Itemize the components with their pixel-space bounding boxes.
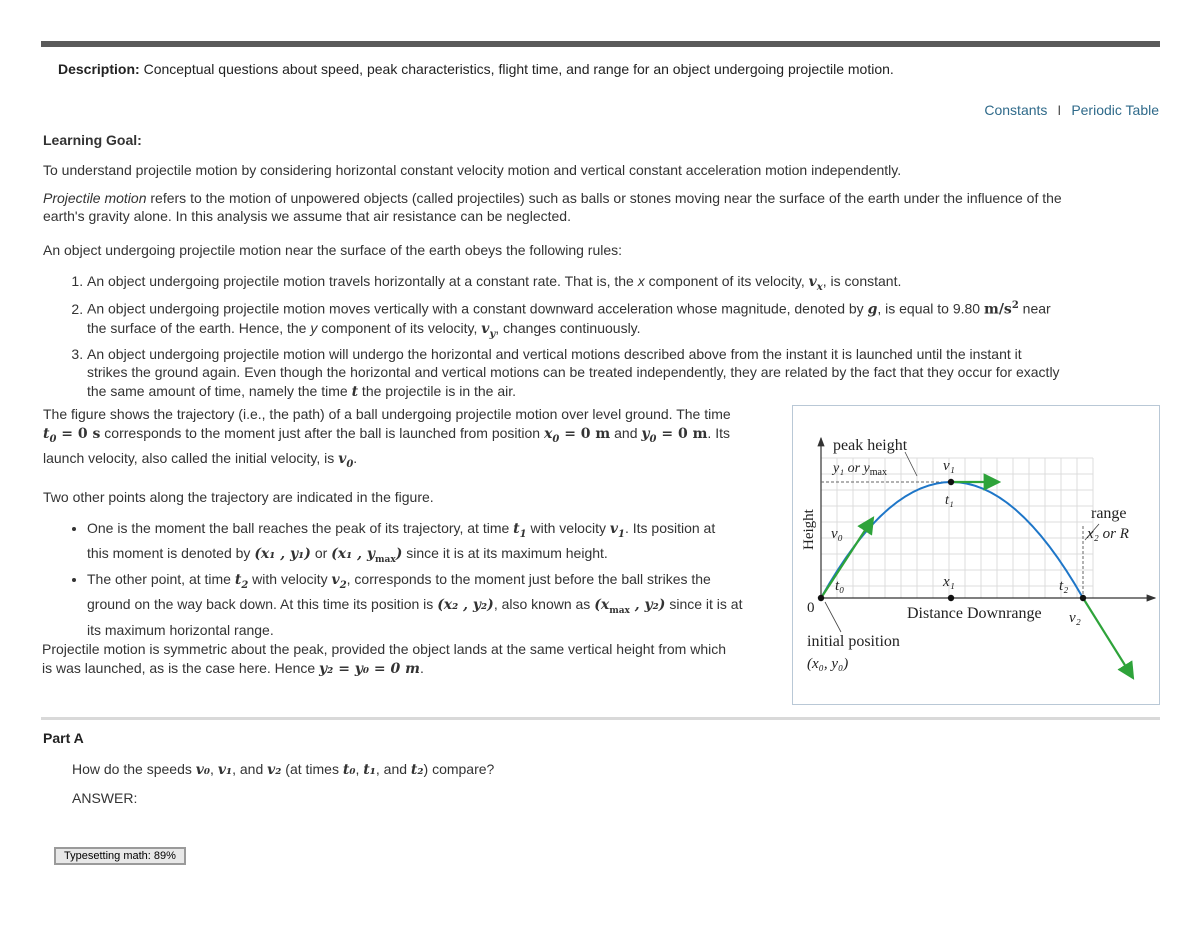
fp1-a: The figure shows the trajectory (i.e., the path) of a ball undergoing projectile motion over level ground. The time — [43, 406, 731, 422]
label-origin: 0 — [807, 600, 815, 616]
b1-v1-sub: 1 — [618, 528, 625, 540]
b1-b: with velocity — [526, 519, 610, 536]
rule-2-text-f: , changes continuously. — [495, 320, 641, 337]
label-x1: x₁ — [943, 574, 955, 590]
rule-2-text-e: component of its velocity, — [317, 320, 482, 337]
fp1-eq0s: = 0 s — [56, 425, 101, 442]
typesetting-status: Typesetting math: 89% — [54, 847, 186, 865]
rule-2-vy: v — [481, 321, 490, 338]
label-range: range — [1091, 505, 1127, 522]
point-landing — [87, 570, 778, 639]
rule-2-g: g — [867, 301, 878, 318]
rule-3-text-b: strikes the ground again. Even though the horizontal and vertical motions can be treated independently, they are related by the fact that they occur for exactly — [87, 364, 1060, 381]
rule-2-text-b: , is equal to 9.80 — [877, 300, 984, 317]
b2-c: , corresponds to the moment just before the ball strikes the — [346, 571, 711, 588]
label-distance-downrange: Distance Downrange — [907, 605, 1042, 622]
rule-1-text-a: An object undergoing projectile motion travels horizontally at a constant rate. That is, the — [87, 273, 638, 289]
rule-3-t: t — [351, 383, 359, 400]
fp1-and: and — [610, 424, 642, 441]
rule-1-text-c: , is constant. — [822, 273, 902, 289]
description — [58, 61, 894, 77]
b2-pos2-end: , y₂) — [629, 597, 666, 614]
description-label: Description: — [58, 61, 140, 77]
b2-e: , also known as — [493, 596, 595, 613]
p3-eq: y₂ = y₀ = 0 m — [319, 660, 420, 677]
constants-link[interactable]: Constants — [984, 102, 1048, 118]
figure-paragraph-2: Two other points along the trajectory are indicated in the figure. — [43, 489, 434, 506]
p3-a: Projectile motion is symmetric about the peak, provided the object lands at the same vertical height from which — [42, 641, 726, 658]
figure-explanation — [43, 405, 778, 678]
rule-2-y: y — [310, 320, 318, 337]
label-v0: v₀ — [831, 526, 843, 542]
label-max-sub: max — [869, 467, 887, 478]
point-peak — [87, 519, 778, 570]
peak-pointer — [905, 452, 917, 476]
periodic-table-link[interactable]: Periodic Table — [1071, 102, 1159, 118]
fp1-y0-sub: 0 — [649, 433, 657, 445]
label-y1-ymax — [831, 461, 887, 478]
b2-pos: (x₂ , y₂) — [437, 597, 494, 614]
fp1-x0-sub: 0 — [552, 433, 560, 445]
b1-pos2: (x₁ , y — [331, 545, 376, 562]
b2-t2-sub: 2 — [241, 579, 249, 591]
point-start — [818, 595, 824, 601]
p3-c: . — [419, 659, 424, 676]
b2-t2: t — [234, 572, 242, 589]
point-peak-dot — [948, 479, 954, 485]
trajectory-diagram — [793, 406, 1159, 704]
initial-pointer — [825, 602, 841, 632]
fp1-t0-sub: 0 — [49, 433, 57, 445]
q-v1: v₁ — [217, 762, 233, 778]
symmetry-paragraph — [42, 640, 778, 678]
b2-f: since it is at — [665, 596, 743, 613]
fp1-v0: v — [338, 450, 347, 467]
rule-1 — [87, 272, 1167, 297]
rule-1-vx: v — [808, 274, 817, 290]
learning-goal-title: Learning Goal: — [43, 132, 142, 148]
label-t1: t₁ — [945, 493, 954, 508]
fp1-d: launch velocity, also called the initial velocity, is — [43, 449, 339, 466]
rule-2-text-a: An object undergoing projectile motion moves vertically with a constant downward acceleration whose magnitude, denoted by — [87, 300, 868, 317]
learning-goal-text: To understand projectile motion by considering horizontal constant velocity motion and vertical constant acceleration motion independently. — [43, 162, 902, 178]
rule-2-unit: m/s — [984, 301, 1012, 318]
rule-1-x: x — [637, 273, 645, 289]
b2-v2: v — [331, 572, 340, 589]
rule-2-vy-sub: y — [489, 329, 496, 341]
q-t1: t₁ — [363, 762, 376, 778]
q-a: How do the speeds — [72, 761, 196, 777]
fp1-e: . — [353, 449, 358, 466]
rule-1-text-b: component of its velocity, — [644, 273, 809, 289]
projectile-definition — [43, 189, 1123, 225]
top-rule — [41, 41, 1160, 47]
rule-1-vx-sub: x — [816, 281, 823, 293]
b2-pos2: (x — [594, 597, 610, 614]
q-b: (at times — [281, 761, 343, 777]
b2-b: with velocity — [248, 571, 332, 588]
b1-v1: v — [609, 520, 618, 537]
rule-2-text-d: the surface of the earth. Hence, the — [87, 320, 311, 337]
v2-arrow — [1083, 598, 1133, 678]
b1-pos2-end: ) — [395, 545, 403, 562]
b1-max: max — [375, 554, 396, 565]
q-v2: v₂ — [267, 762, 282, 778]
fp1-y0: y — [641, 425, 650, 442]
rule-3 — [87, 345, 1167, 402]
label-initial-position: initial position — [807, 633, 900, 650]
rules-list — [47, 272, 1167, 401]
q-comma1: , — [210, 761, 218, 777]
q-and2: , and — [375, 761, 411, 777]
b1-or: or — [310, 544, 332, 561]
label-v2: v₂ — [1069, 610, 1081, 626]
fp1-c: . Its — [707, 424, 730, 441]
label-v1: v₁ — [943, 458, 955, 474]
part-a-title: Part A — [43, 730, 84, 746]
b2-v2-sub: 2 — [339, 579, 347, 591]
label-peak-height: peak height — [833, 437, 908, 454]
rule-2-unit-exp: 2 — [1011, 300, 1019, 312]
q-c: ) compare? — [423, 761, 495, 777]
definition-term: Projectile motion — [43, 190, 147, 206]
q-t0: t₀ — [342, 762, 356, 778]
trajectory-figure — [792, 405, 1160, 705]
resource-links — [984, 102, 1159, 118]
label-t0: t₀ — [835, 578, 845, 594]
trajectory-points-list — [43, 519, 778, 640]
b1-a: One is the moment the ball reaches the peak of its trajectory, at time — [87, 519, 514, 536]
b2-a: The other point, at time — [87, 571, 235, 588]
label-x2-or-r: x₂ or R — [1087, 526, 1129, 542]
section-divider — [41, 717, 1160, 720]
p3-b: is was launched, as is the case here. Hence — [42, 659, 320, 676]
q-v0: v₀ — [195, 762, 211, 778]
b1-e: since it is at its maximum height. — [402, 544, 608, 561]
part-a-question — [72, 761, 494, 778]
q-comma2: , — [355, 761, 364, 777]
definition-text-2: earth's gravity alone. In this analysis we assume that air resistance can be neglected. — [43, 208, 571, 224]
fp1-v0-sub: 0 — [346, 458, 354, 470]
label-x0-y0: (x₀, y₀) — [807, 656, 849, 672]
rule-3-text-c: the same amount of time, namely the time — [87, 382, 352, 399]
figure-paragraph-1 — [43, 405, 778, 474]
point-end — [1080, 595, 1086, 601]
rule-3-text-a: An object undergoing projectile motion will undergo the horizontal and vertical motions described above from the instant it is launched until the instant it — [87, 345, 1022, 362]
fp1-eq0m: = 0 m — [559, 425, 611, 442]
fp1-x0: x — [544, 425, 553, 442]
b2-max: max — [609, 606, 630, 617]
definition-text-1: refers to the motion of unpowered objects (called projectiles) such as balls or stones moving near the surface of the earth under the influence of the — [146, 190, 1062, 206]
q-and: , and — [232, 761, 268, 777]
fp1-t0: t — [43, 425, 50, 442]
label-t2: t₂ — [1059, 578, 1069, 594]
link-separator: I — [1057, 102, 1062, 118]
b1-t1-sub: 1 — [519, 528, 527, 540]
q-t2: t₂ — [410, 762, 424, 778]
rules-intro: An object undergoing projectile motion near the surface of the earth obeys the following rules: — [43, 242, 623, 258]
fp1-b: corresponds to the moment just after the ball is launched from position — [100, 424, 544, 441]
answer-label: ANSWER: — [72, 790, 138, 806]
grid — [821, 458, 1093, 598]
label-y1-text: y₁ or y — [833, 461, 870, 476]
rule-2-text-c: near — [1018, 300, 1051, 317]
rule-3-text-d: the projectile is in the air. — [358, 382, 517, 399]
b1-d: this moment is denoted by — [87, 544, 255, 561]
b2-g: its maximum horizontal range. — [87, 621, 274, 638]
b2-d: ground on the way back down. At this time its position is — [87, 596, 438, 613]
label-height: Height — [801, 509, 817, 550]
b1-c: . Its position at — [624, 519, 716, 536]
rule-2 — [87, 297, 1167, 344]
description-text: Conceptual questions about speed, peak characteristics, flight time, and range for an object undergoing projectile motion. — [139, 61, 894, 77]
point-x1-dot — [948, 595, 954, 601]
b1-pos1: (x₁ , y₁) — [254, 545, 311, 562]
fp1-eq0m2: = 0 m — [656, 425, 708, 442]
b1-t1: t — [513, 520, 520, 537]
